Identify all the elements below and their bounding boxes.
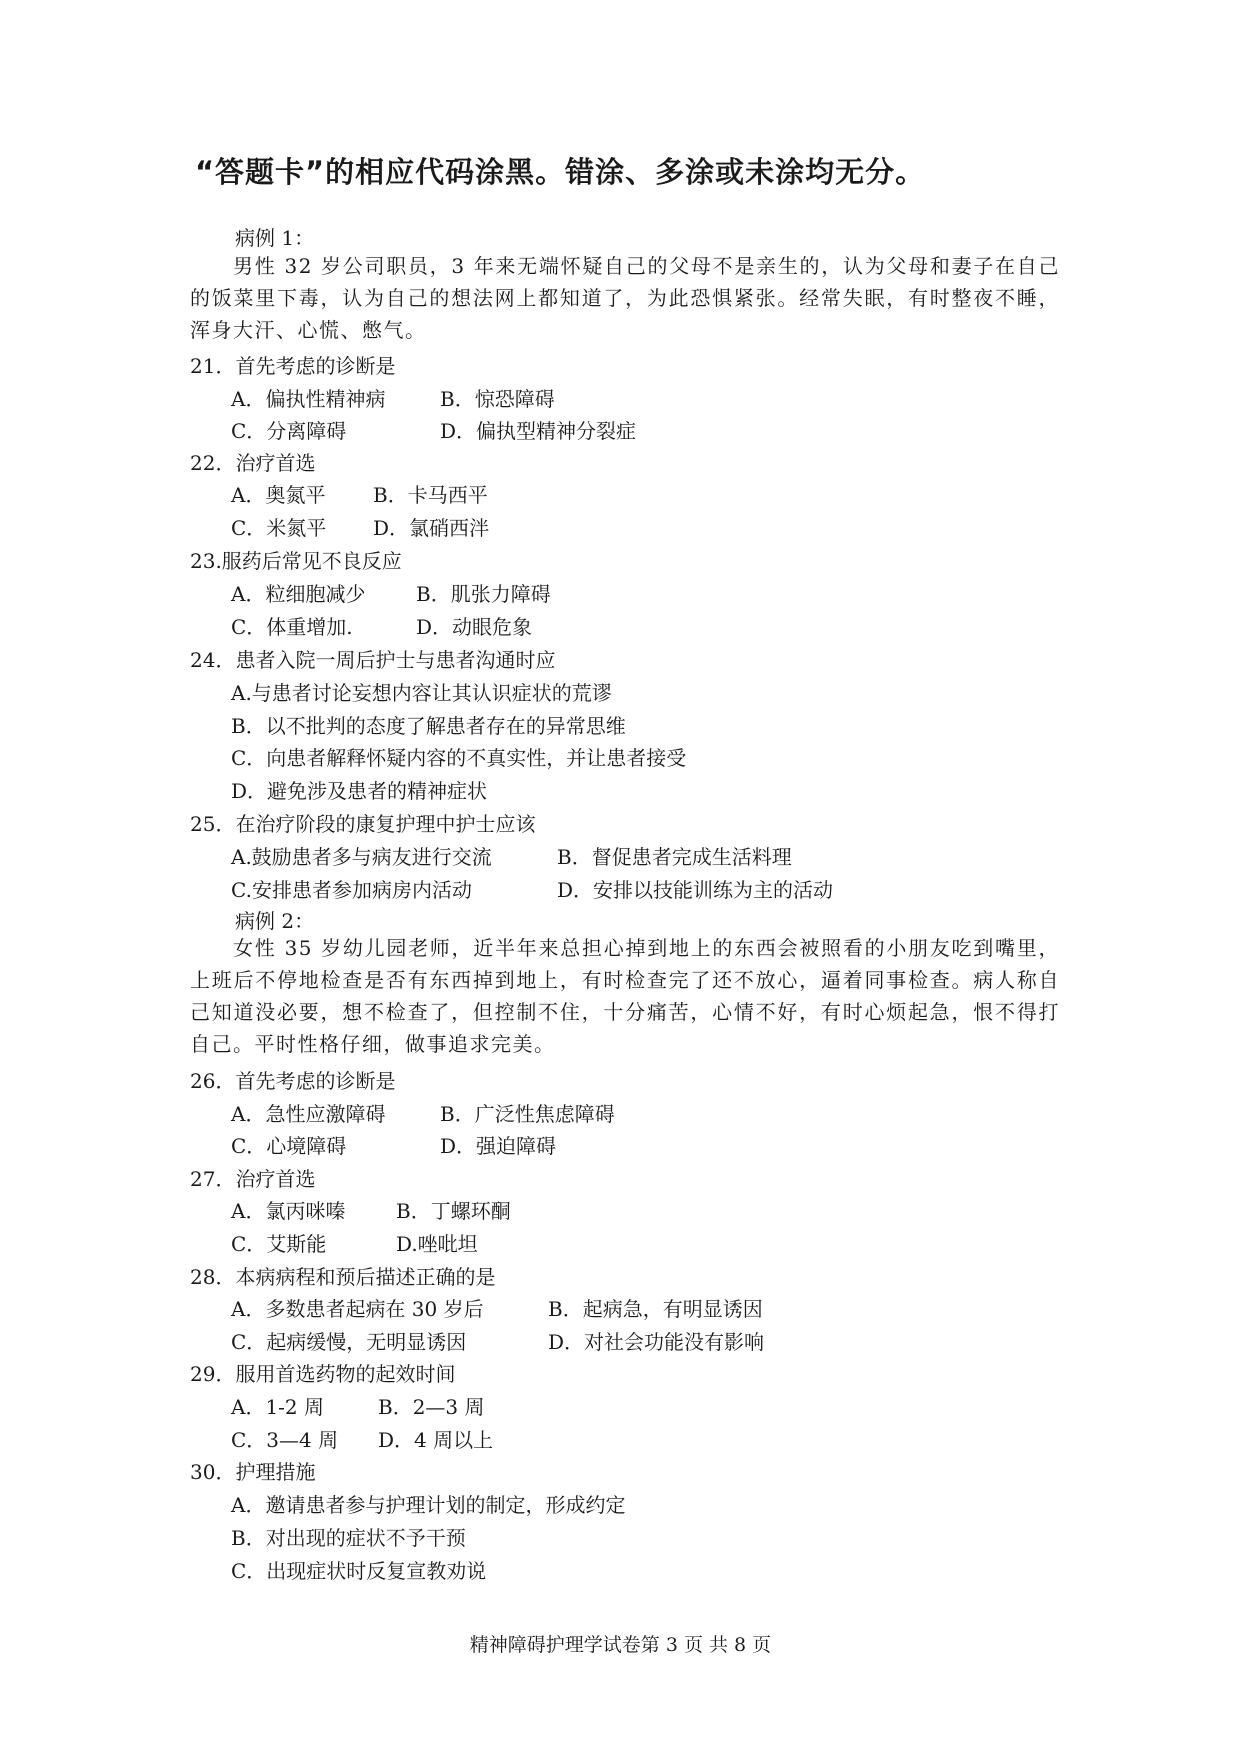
q25-option-b: B．督促患者完成生活料理	[557, 845, 792, 869]
q30-option-a: A．邀请患者参与护理计划的制定，形成约定	[231, 1493, 626, 1517]
q27-option-a: A．氯丙咪嗪	[231, 1199, 346, 1223]
q26-option-b: B．广泛性焦虑障碍	[440, 1102, 615, 1126]
case1-title: 病例 1：	[235, 226, 315, 250]
q28-option-a: A．多数患者起病在 30 岁后	[231, 1297, 484, 1321]
q23-option-d: D．动眼危象	[416, 615, 533, 639]
q29-option-c: C．3—4 周	[231, 1428, 339, 1452]
q27-stem: 27．治疗首选	[190, 1167, 316, 1191]
instruction-header: “答题卡”的相应代码涂黑。错涂、多涂或未涂均无分。	[195, 155, 926, 189]
q28-option-c: C．起病缓慢，无明显诱因	[231, 1330, 467, 1354]
q27-option-b: B．丁螺环酮	[396, 1199, 511, 1223]
q22-stem: 22．治疗首选	[190, 451, 316, 475]
q25-stem: 25．在治疗阶段的康复护理中护士应该	[190, 812, 536, 836]
q23-option-a: A．粒细胞减少	[231, 582, 366, 606]
q26-option-a: A．急性应激障碍	[231, 1102, 386, 1126]
q29-option-b: B．2—3 周	[378, 1395, 485, 1419]
q27-option-c: C．艾斯能	[231, 1232, 327, 1256]
q21-option-c: C．分离障碍	[231, 419, 347, 443]
q29-stem: 29．服用首选药物的起效时间	[190, 1362, 456, 1386]
q30-stem: 30．护理措施	[190, 1460, 316, 1484]
q29-option-d: D．4 周以上	[378, 1428, 494, 1452]
q25-option-a: A.鼓励患者多与病友进行交流	[231, 845, 492, 869]
q22-option-d: D．氯硝西泮	[373, 516, 490, 540]
page-footer: 精神障碍护理学试卷第 3 页 共 8 页	[469, 1634, 772, 1656]
q28-option-d: D．对社会功能没有影响	[548, 1330, 765, 1354]
q30-option-b: B．对出现的症状不予干预	[231, 1526, 466, 1550]
q26-stem: 26．首先考虑的诊断是	[190, 1069, 396, 1093]
q25-option-c: C.安排患者参加病房内活动	[231, 878, 472, 902]
q28-stem: 28．本病病程和预后描述正确的是	[190, 1265, 496, 1289]
q22-option-a: A．奥氮平	[231, 483, 326, 507]
q24-stem: 24．患者入院一周后护士与患者沟通时应	[190, 648, 556, 672]
q21-option-b: B．惊恐障碍	[440, 387, 555, 411]
q27-option-d: D.唑吡坦	[396, 1232, 478, 1256]
q26-option-c: C．心境障碍	[231, 1134, 347, 1158]
q21-option-a: A．偏执性精神病	[231, 387, 386, 411]
q23-stem: 23.服药后常见不良反应	[190, 549, 402, 573]
q22-option-b: B．卡马西平	[373, 483, 488, 507]
q26-option-d: D．强迫障碍	[440, 1134, 557, 1158]
case2-text: 女性 35 岁幼儿园老师，近半年来总担心掉到地上的东西会被照看的小朋友吃到嘴里，上班后不停地检查是否有东西掉到地上，有时检查完了还不放心，逼着同事检查。病人称自己知道没必要，想不检查了，但控制不住，十分痛苦，心情不好，有时心烦起急，恨不得打自己。平时性格仔细，做事追求完美。	[190, 936, 1060, 1056]
q22-option-c: C．米氮平	[231, 516, 327, 540]
q24-option-a: A.与患者讨论妄想内容让其认识症状的荒谬	[231, 681, 612, 705]
q24-option-c: C．向患者解释怀疑内容的不真实性，并让患者接受	[231, 746, 687, 770]
q30-option-c: C．出现症状时反复宣教劝说	[231, 1559, 487, 1583]
q29-option-a: A．1-2 周	[231, 1395, 325, 1419]
q21-option-d: D．偏执型精神分裂症	[440, 419, 637, 443]
q23-option-c: C．体重增加.	[231, 615, 353, 639]
q21-stem: 21．首先考虑的诊断是	[190, 354, 396, 378]
q23-option-b: B．肌张力障碍	[416, 582, 551, 606]
q28-option-b: B．起病急，有明显诱因	[548, 1297, 763, 1321]
q24-option-d: D．避免涉及患者的精神症状	[231, 779, 488, 803]
case1-text: 男性 32 岁公司职员，3 年来无端怀疑自己的父母不是亲生的，认为父母和妻子在自己的饭菜里下毒，认为自己的想法网上都知道了，为此恐惧紧张。经常失眠，有时整夜不睡，浑身大汗、心慌、憋气。	[190, 254, 1060, 342]
q24-option-b: B．以不批判的态度了解患者存在的异常思维	[231, 714, 626, 738]
case2-title: 病例 2：	[235, 909, 315, 933]
q25-option-d: D．安排以技能训练为主的活动	[557, 878, 834, 902]
